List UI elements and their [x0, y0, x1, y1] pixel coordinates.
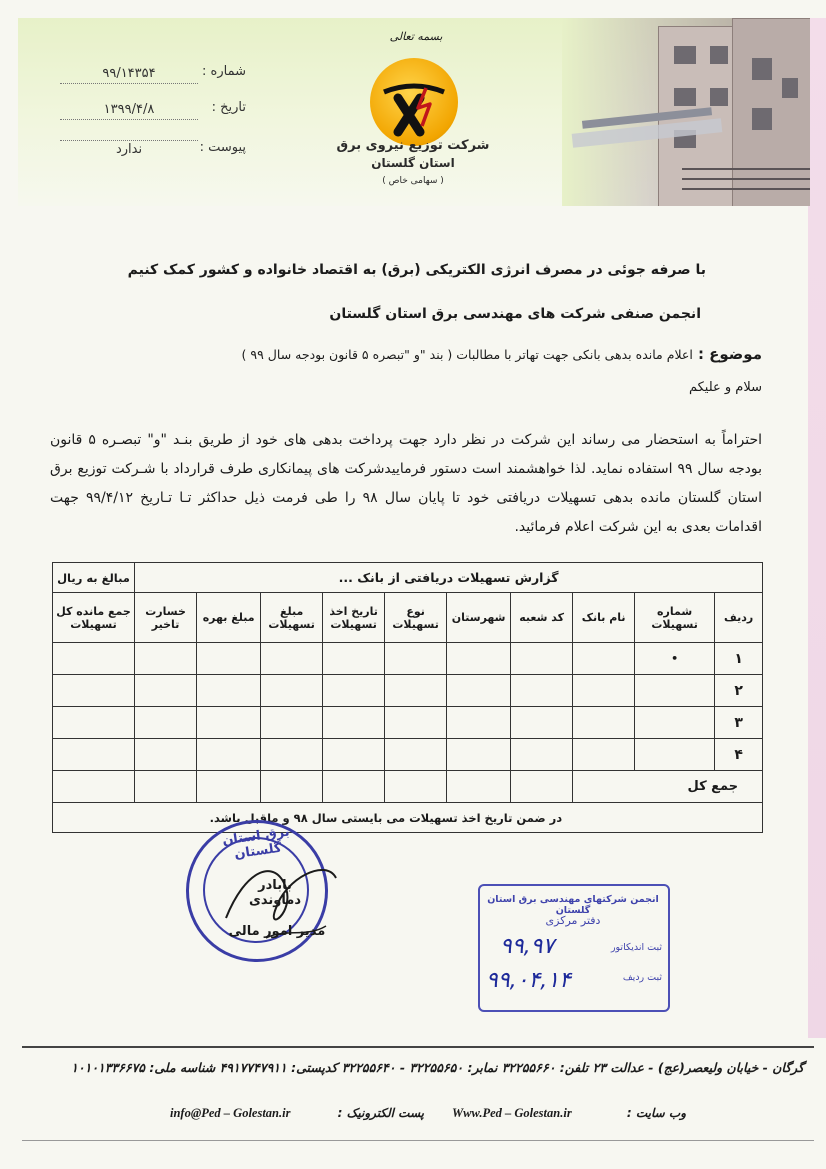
- stamp-text: برق استان گلستان: [221, 824, 291, 863]
- email-link[interactable]: info@Ped – Golestan.ir: [170, 1106, 291, 1120]
- company-name: شرکت توزیع نیروی برق: [336, 138, 490, 153]
- footer-bottom-divider: [22, 1140, 814, 1141]
- subject-label: موضوع :: [697, 345, 762, 363]
- website-link[interactable]: Www.Ped – Golestan.ir: [452, 1106, 572, 1120]
- col-header: خسارت تاخیر: [135, 593, 197, 643]
- col-header: نام بانک: [573, 593, 635, 643]
- attachment-label: پیوست :: [199, 140, 246, 155]
- row-number: ۲: [715, 675, 763, 707]
- recipient: انجمن صنفی شرکت های مهندسی برق استان گلستان: [329, 306, 701, 322]
- row-number: ۱: [715, 643, 763, 675]
- lightning-x-icon: [370, 58, 458, 146]
- row-value: ۹۹,۰۴,۱۴: [486, 968, 571, 993]
- row-label: ثبت ردیف: [622, 972, 662, 983]
- signatory-name: بابادر دماوندی: [249, 878, 301, 908]
- date-value: ۱۳۹۹/۴/۸: [60, 102, 198, 120]
- number-value: ۹۹/۱۴۳۵۴: [60, 66, 198, 84]
- attachment-value: ندارد: [115, 142, 143, 157]
- indicator-label: ثبت اندیکاتور: [610, 942, 662, 953]
- col-header: شماره تسهیلات: [635, 593, 715, 643]
- email-label: پست الکترونیک :: [337, 1106, 424, 1120]
- letter-body: احتراماً به استحضار می رساند این شرکت در نظر دارد جهت پرداخت بدهی های خود از طریق بنـد "و" تبصـره ۵ قانون بودجه سال ۹۹ استفاده نماید. لذا خواهشمند است دستور فرماییدشرکت های پیمانکاری طرف قرارداد با شـرکت توزیع برق استان گلستان مانده بدهی تسهیلات دریافتی خود تا پایان سال ۹۸ را طی فرمت ذیل حداکثر تـا تـاریخ ۹۹/۴/۱۲ جهت اقدامات بعدی به این شرکت اعلام فرمائید.: [50, 432, 762, 535]
- company-type: ( سهامی خاص ): [382, 176, 444, 186]
- table-row: [53, 707, 763, 739]
- table-row: [53, 739, 763, 771]
- company-province: استان گلستان: [371, 156, 455, 170]
- page-edge: [808, 18, 826, 1038]
- col-header: تاریخ اخذ تسهیلات: [323, 593, 385, 643]
- total-label: جمع کل: [573, 771, 763, 803]
- row-number: ۴: [715, 739, 763, 771]
- table-unit: مبالغ به ریال: [53, 563, 135, 593]
- signatory-title: مدیر امور مالی: [228, 924, 326, 939]
- table-note: در ضمن تاریخ اخذ تسهیلات می بایستی سال ۹۸ و ماقبل باشد.: [53, 803, 763, 833]
- col-header: نوع تسهیلات: [385, 593, 447, 643]
- greeting: سلام و علیکم: [688, 380, 762, 395]
- received-office: دفتر مرکزی: [545, 914, 601, 927]
- subject-text: اعلام مانده بدهی بانکی جهت تهاتر با مطالبات ( بند "و "تبصره ۵ قانون بودجه سال ۹۹ ): [241, 347, 693, 362]
- col-header: ردیف: [715, 593, 763, 643]
- date-label: تاریخ :: [211, 100, 246, 115]
- col-header: مبلغ تسهیلات: [261, 593, 323, 643]
- col-header: کد شعبه: [511, 593, 573, 643]
- footer-address: گرگان - خیابان ولیعصر(عج) - عدالت ۲۳ تلفن: ۳۲۲۵۵۶۶۰ نمابر: ۳۲۲۵۵۶۵۰ - ۳۲۲۵۵۶۴۰ کدپستی: ۴۹۱۷۷۴۷۹۱۱ شناسه ملی: ۱۰۱۰۱۳۳۶۶۷۵: [71, 1060, 804, 1075]
- slogan: با صرفه جوئی در مصرف انرژی الکتریکی (برق) به اقتصاد خانواده و کشور کمک کنیم: [127, 262, 706, 278]
- table-row: [53, 643, 763, 675]
- indicator-value: ۹۹,۹۷: [500, 934, 555, 959]
- received-stamp: [478, 884, 670, 1012]
- table-title: گزارش تسهیلات دریافتی از بانک ...: [135, 563, 763, 593]
- footer-divider: [22, 1046, 814, 1048]
- row1-mark: •: [635, 643, 715, 675]
- table-row: [53, 675, 763, 707]
- received-org: انجمن شرکتهای مهندسی برق استان گلستان: [487, 894, 659, 916]
- number-label: شماره :: [202, 64, 246, 79]
- invocation: بسمه تعالی: [389, 30, 443, 43]
- col-header: جمع مانده کل تسهیلات: [53, 593, 135, 643]
- company-logo: [370, 58, 458, 146]
- row-number: ۳: [715, 707, 763, 739]
- website-label: وب سایت :: [626, 1106, 686, 1120]
- col-header: شهرستان: [447, 593, 511, 643]
- facilities-table: [52, 562, 763, 833]
- col-header: مبلغ بهره: [197, 593, 261, 643]
